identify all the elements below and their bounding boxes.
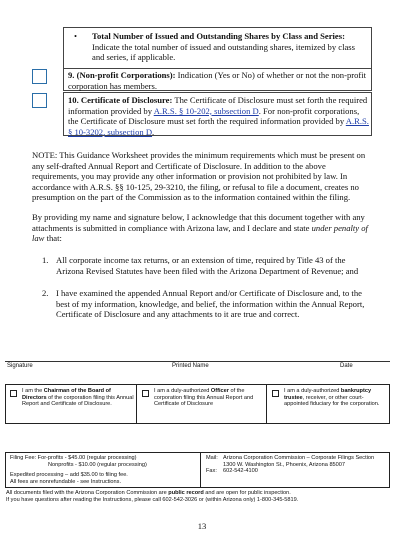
fees-box — [5, 452, 390, 488]
declaration-2-text: I have examined the appended Annual Report and/or Certificate of Disclosure and, to the best of my information, knowledge, and belief, the information within the Annual Report, Certificate of Disclosure and any attachments to it are true and correct. — [56, 288, 365, 320]
declaration-2 — [42, 288, 372, 320]
total-shares-text — [92, 31, 368, 63]
footer-line-2: If you have questions after reading the Instructions, please call 602-542-3026 or (within Arizona only) 1-800-345-5819. — [6, 497, 299, 503]
item9-body: Indication (Yes or No) of whether or not the non-profit corporation has members. — [68, 70, 367, 91]
item10-title: 10. Certificate of Disclosure: — [68, 95, 173, 105]
fax-label: Fax: — [206, 468, 217, 474]
total-shares-row — [63, 27, 372, 69]
ars-10-202-link[interactable]: A.R.S. § 10-202, subsection D — [153, 105, 259, 116]
item10-checkbox[interactable] — [32, 93, 47, 108]
item10-body3: . — [152, 126, 155, 137]
item9-checkbox[interactable] — [32, 69, 47, 84]
officer-pre: I am a duly-authorized — [154, 388, 211, 394]
fee-line-3: Expedited processing – add $35.00 to filing fee. — [10, 472, 128, 479]
item9-title: 9. (Non-profit Corporations): — [68, 70, 176, 80]
chairman-pre: I am the — [22, 388, 44, 394]
officer-role-text — [154, 388, 264, 408]
printed-name-label: Printed Name — [172, 363, 209, 369]
page-number: 13 — [197, 521, 207, 531]
fax-number: 602-542-4100 — [223, 468, 258, 475]
declaration-1-number: 1. — [42, 255, 49, 265]
trustee-bold: bankruptcy trustee — [284, 388, 372, 401]
acknowledge-paragraph — [32, 212, 372, 244]
footer-1-pre: All documents filed with the Arizona Corporation Commission are — [6, 490, 169, 496]
acknowledge-italic: under penalty of law — [32, 222, 368, 244]
ars-10-3202-link[interactable]: A.R.S. § 10-3202, subsection D — [68, 116, 369, 137]
officer-bold: Officer — [210, 388, 229, 394]
total-shares-title: Total Number of Issued and Outstanding Shares by Class and Series: — [92, 31, 345, 41]
officer-checkbox[interactable] — [142, 390, 149, 397]
signature-label: Signature — [7, 363, 33, 369]
acknowledge-text: By providing my name and signature below, I acknowledge that this document together with any attachments is submitted in compliance with Arizona law, and I declare and state — [32, 212, 365, 233]
declaration-2-number: 2. — [42, 288, 49, 298]
trustee-post: , receiver, or other court-appointed fiduciary for the corporation. — [284, 394, 380, 408]
acknowledge-end: that: — [44, 233, 62, 244]
officer-post: of the corporation filing this Annual Report and Certificate of Disclosure — [154, 388, 254, 408]
mail-line-1: Arizona Corporation Commission – Corporate Filings Section — [223, 455, 375, 461]
item9-text — [68, 70, 368, 91]
date-label: Date — [340, 363, 353, 369]
trustee-checkbox[interactable] — [272, 390, 279, 397]
declaration-1 — [42, 255, 372, 276]
fee-line-1: Filing Fee: For-profits - $45.00 (regular processing) — [10, 455, 137, 461]
chairman-role-text — [22, 388, 134, 408]
mail-line-2: 1300 W. Washington St., Phoenix, Arizona 85007 — [223, 461, 345, 468]
bullet: • — [74, 31, 78, 41]
fee-line-2: Nonprofits - $10.00 (regular processing) — [48, 461, 147, 468]
signature-line — [5, 361, 390, 362]
role-divider-1 — [136, 385, 137, 423]
item10-text — [68, 95, 369, 137]
role-boxes — [5, 384, 390, 424]
trustee-role-text — [284, 388, 388, 408]
chairman-checkbox[interactable] — [10, 390, 17, 397]
trustee-pre: I am a duly-authorized — [284, 388, 341, 394]
footer-line-1 — [6, 490, 396, 497]
total-shares-body: Indicate the total number of issued and outstanding shares, itemized by class and series, if applicable. — [92, 41, 355, 63]
mail-label: Mail: — [206, 455, 218, 461]
chairman-bold: Chairman of the Board of Directors — [22, 388, 111, 401]
fees-text — [10, 455, 198, 485]
item9-row — [63, 69, 372, 91]
note-paragraph: NOTE: This Guidance Worksheet provides the minimum requirements which must be present on any self-drafted Annual Report and Certificate of Disclosure. In addition to the above requirements, you may provide any other information or provision not prohibited by law. In accordance with A.R.S. §§ 10-125, 29-3210, the filing, or refusal to file a document, creates no presumption on the part of the Commission as to the information contained within the filing. — [32, 150, 366, 203]
declaration-1-text: All corporate income tax returns, or an extension of time, required by Title 43 of the Arizona Revised Statutes have been filed with the Arizona Department of Revenue; and — [56, 255, 359, 276]
mail-text — [206, 455, 388, 475]
fees-divider — [200, 453, 201, 487]
fee-line-4: All fees are nonrefundable - see Instructions. — [10, 478, 122, 485]
footer-1-bold: public record — [168, 490, 204, 496]
chairman-post: of the corporation filing this Annual Report and Certificate of Disclosure. — [22, 394, 134, 408]
item10-body2: . For non-profit corporations, the Certificate of Disclosure must set forth the required information provided by — [68, 105, 360, 127]
footer-1-post: and are open for public inspection. — [203, 490, 291, 496]
item10-body1: The Certificate of Disclosure must set forth the required information provided by — [68, 95, 368, 116]
role-divider-2 — [266, 385, 267, 423]
item10-row — [63, 92, 372, 136]
